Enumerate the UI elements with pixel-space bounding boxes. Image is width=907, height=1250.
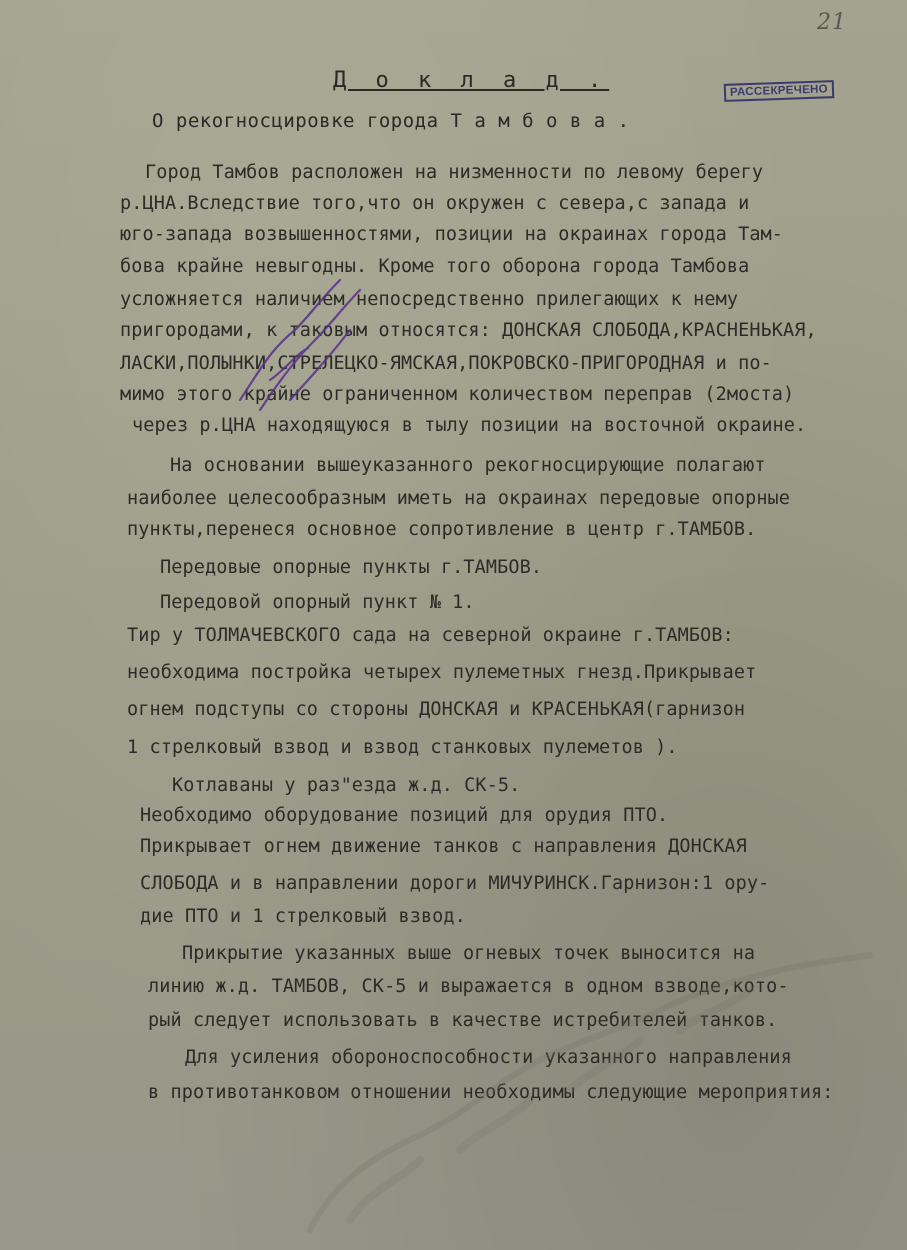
body-line: Тир у ТОЛМАЧЕВСКОГО сада на северной окраине г.ТАМБОВ:	[127, 625, 734, 646]
body-line: усложняется наличием непосредственно прилегающих к нему	[120, 289, 739, 310]
body-line: линию ж.д. ТАМБОВ, СК-5 и выражается в одном взводе,кото-	[148, 976, 789, 997]
body-line: рый следует использовать в качестве истребителей танков.	[148, 1010, 778, 1031]
body-line: в противотанковом отношении необходимы следующие мероприятия:	[148, 1082, 834, 1103]
body-line: Для усиления обороноспособности указанного направления	[185, 1047, 792, 1068]
body-line: юго-запада возвышенностями, позиции на окраинах города Там-	[120, 224, 784, 245]
body-line: Прикрывает огнем движение танков с направления ДОНСКАЯ	[140, 836, 747, 857]
handwritten-annotation	[200, 260, 380, 420]
body-line: СЛОБОДА и в направлении дороги МИЧУРИНСК.Гарнизон:1 ору-	[140, 873, 770, 894]
watermark-logo	[280, 930, 880, 1250]
declassified-stamp: РАССЕКРЕЧЕНО	[724, 80, 834, 102]
body-line: необходима постройка четырех пулеметных гнезд.Прикрывает	[127, 662, 757, 683]
body-line: огнем подступы со стороны ДОНСКАЯ и КРАСЕНЬКАЯ(гарнизон	[127, 699, 746, 720]
body-line: мимо этого крайне ограниченном количеством переправ (2моста)	[120, 384, 795, 405]
section-heading: Передовой опорный пункт № 1.	[160, 592, 475, 613]
section-heading: Котлаваны у раз"езда ж.д. СК-5.	[172, 775, 521, 796]
section-heading: Передовые опорные пункты г.ТАМБОВ.	[160, 557, 543, 578]
document-subtitle: О рекогносцировке города Т а м б о в а .	[152, 110, 630, 132]
body-line: На основании вышеуказанного рекогносцирующие полагают	[170, 455, 766, 476]
body-line: р.ЦНА.Вследствие того,что он окружен с севера,с запада и	[120, 193, 750, 214]
body-line: Необходимо оборудование позиций для орудия ПТО.	[140, 805, 669, 826]
body-line: бова крайне невыгодны. Кроме того оборона города Тамбова	[120, 256, 750, 277]
document-title: Д о к л а д .	[333, 68, 610, 93]
body-line: пункты,перенеся основное сопротивление в центр г.ТАМБОВ.	[127, 519, 757, 540]
page-number: 21	[817, 10, 847, 35]
body-line: Город Тамбов расположен на низменности по левому берегу	[145, 162, 764, 183]
body-line: Прикрытие указанных выше огневых точек выносится на	[182, 943, 756, 964]
body-line: дие ПТО и 1 стрелковый взвод.	[140, 906, 466, 927]
body-line: пригородами, к таковым относятся: ДОНСКАЯ СЛОБОДА,КРАСНЕНЬКАЯ,	[120, 320, 817, 341]
body-line: наиболее целесообразным иметь на окраинах передовые опорные	[127, 488, 791, 509]
body-line: ЛАСКИ,ПОЛЫНКИ,СТРЕЛЕЦКО-ЯМСКАЯ,ПОКРОВСКО-ПРИГОРОДНАЯ и по-	[120, 353, 772, 374]
body-line: 1 стрелковый взвод и взвод станковых пулеметов ).	[127, 737, 678, 758]
body-line: через р.ЦНА находящуюся в тылу позиции на восточной окраине.	[132, 415, 807, 436]
